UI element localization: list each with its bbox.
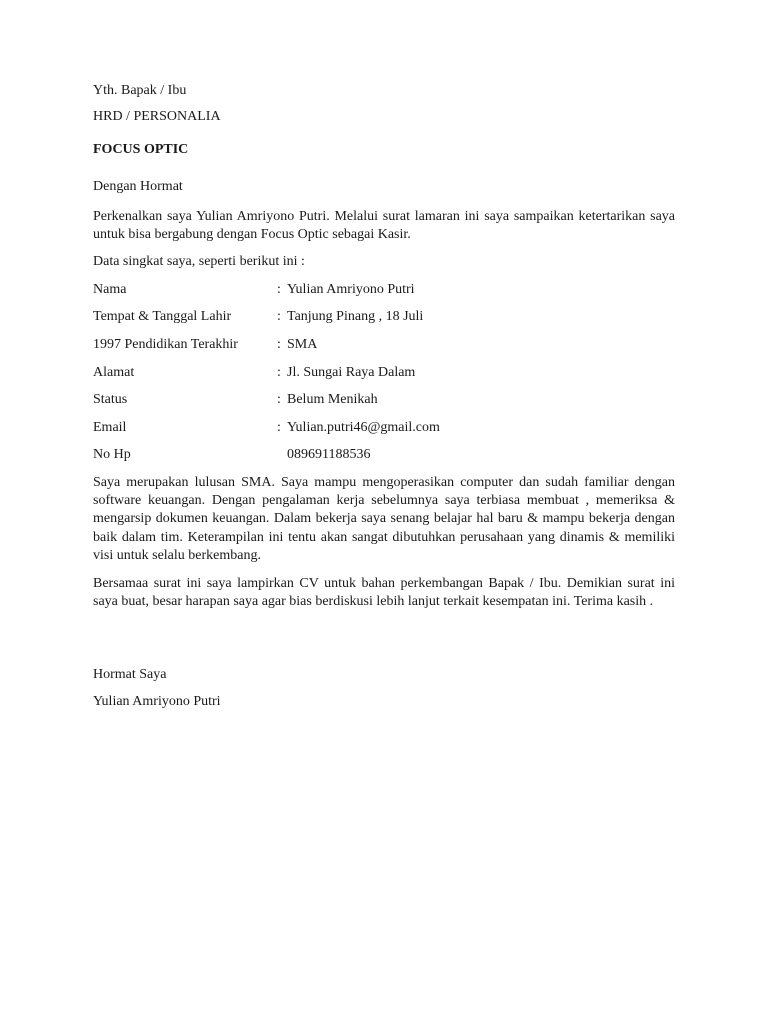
- closing: Hormat Saya: [93, 667, 167, 682]
- field-value: Yulian Amriyono Putri: [287, 282, 415, 297]
- field-value: Tanjung Pinang , 18 Juli: [287, 309, 424, 324]
- body-paragraph-1: Saya merupakan lulusan SMA. Saya mampu mengoperasikan computer dan sudah familiar dengan software keuangan. Dengan pengalaman kerja sebelumnya saya terbiasa membuat , memeriksa & mengarsip dokumen keuangan. Dalam bekerja saya senang belajar hal baru & mampu bekerja dengan baik dalam tim. Keterampilan ini tentu akan sangat dibutuhkan perusahaan yang dinamis & memiliki visi untuk selalu berkembang.: [93, 475, 675, 563]
- field-colon: :: [277, 337, 281, 352]
- field-colon: :: [277, 309, 281, 324]
- data-intro: Data singkat saya, seperti berikut ini :: [93, 254, 305, 269]
- intro-paragraph: Perkenalkan saya Yulian Amriyono Putri. Melalui surat lamaran ini saya sampaikan ketertarikan saya untuk bisa bergabung dengan Focus Optic sebagai Kasir.: [93, 209, 675, 243]
- recipient-line-1: Yth. Bapak / Ibu: [93, 83, 187, 98]
- field-label: Tempat & Tanggal Lahir: [93, 309, 232, 324]
- field-value: Yulian.putri46@gmail.com: [287, 420, 440, 435]
- field-label: Status: [93, 392, 128, 407]
- field-label: No Hp: [93, 447, 131, 462]
- field-label: 1997 Pendidikan Terakhir: [93, 337, 238, 352]
- field-label: Email: [93, 420, 127, 435]
- greeting: Dengan Hormat: [93, 179, 183, 194]
- body-paragraph-2: Bersamaa surat ini saya lampirkan CV untuk bahan perkembangan Bapak / Ibu. Demikian surat ini saya buat, besar harapan saya agar bias berdiskusi lebih lanjut terkait kesempatan ini. Terima kasih .: [93, 576, 675, 610]
- field-colon: :: [277, 282, 281, 297]
- field-label: Nama: [93, 282, 127, 297]
- field-label: Alamat: [93, 365, 135, 380]
- signature-name: Yulian Amriyono Putri: [93, 694, 221, 709]
- company-name: FOCUS OPTIC: [93, 142, 189, 157]
- field-value: 089691188536: [287, 447, 371, 462]
- field-value: Belum Menikah: [287, 392, 378, 407]
- field-colon: :: [277, 420, 281, 435]
- field-colon: :: [277, 365, 281, 380]
- recipient-line-2: HRD / PERSONALIA: [93, 109, 221, 124]
- field-value: Jl. Sungai Raya Dalam: [287, 365, 416, 380]
- field-value: SMA: [287, 337, 318, 352]
- field-colon: :: [277, 392, 281, 407]
